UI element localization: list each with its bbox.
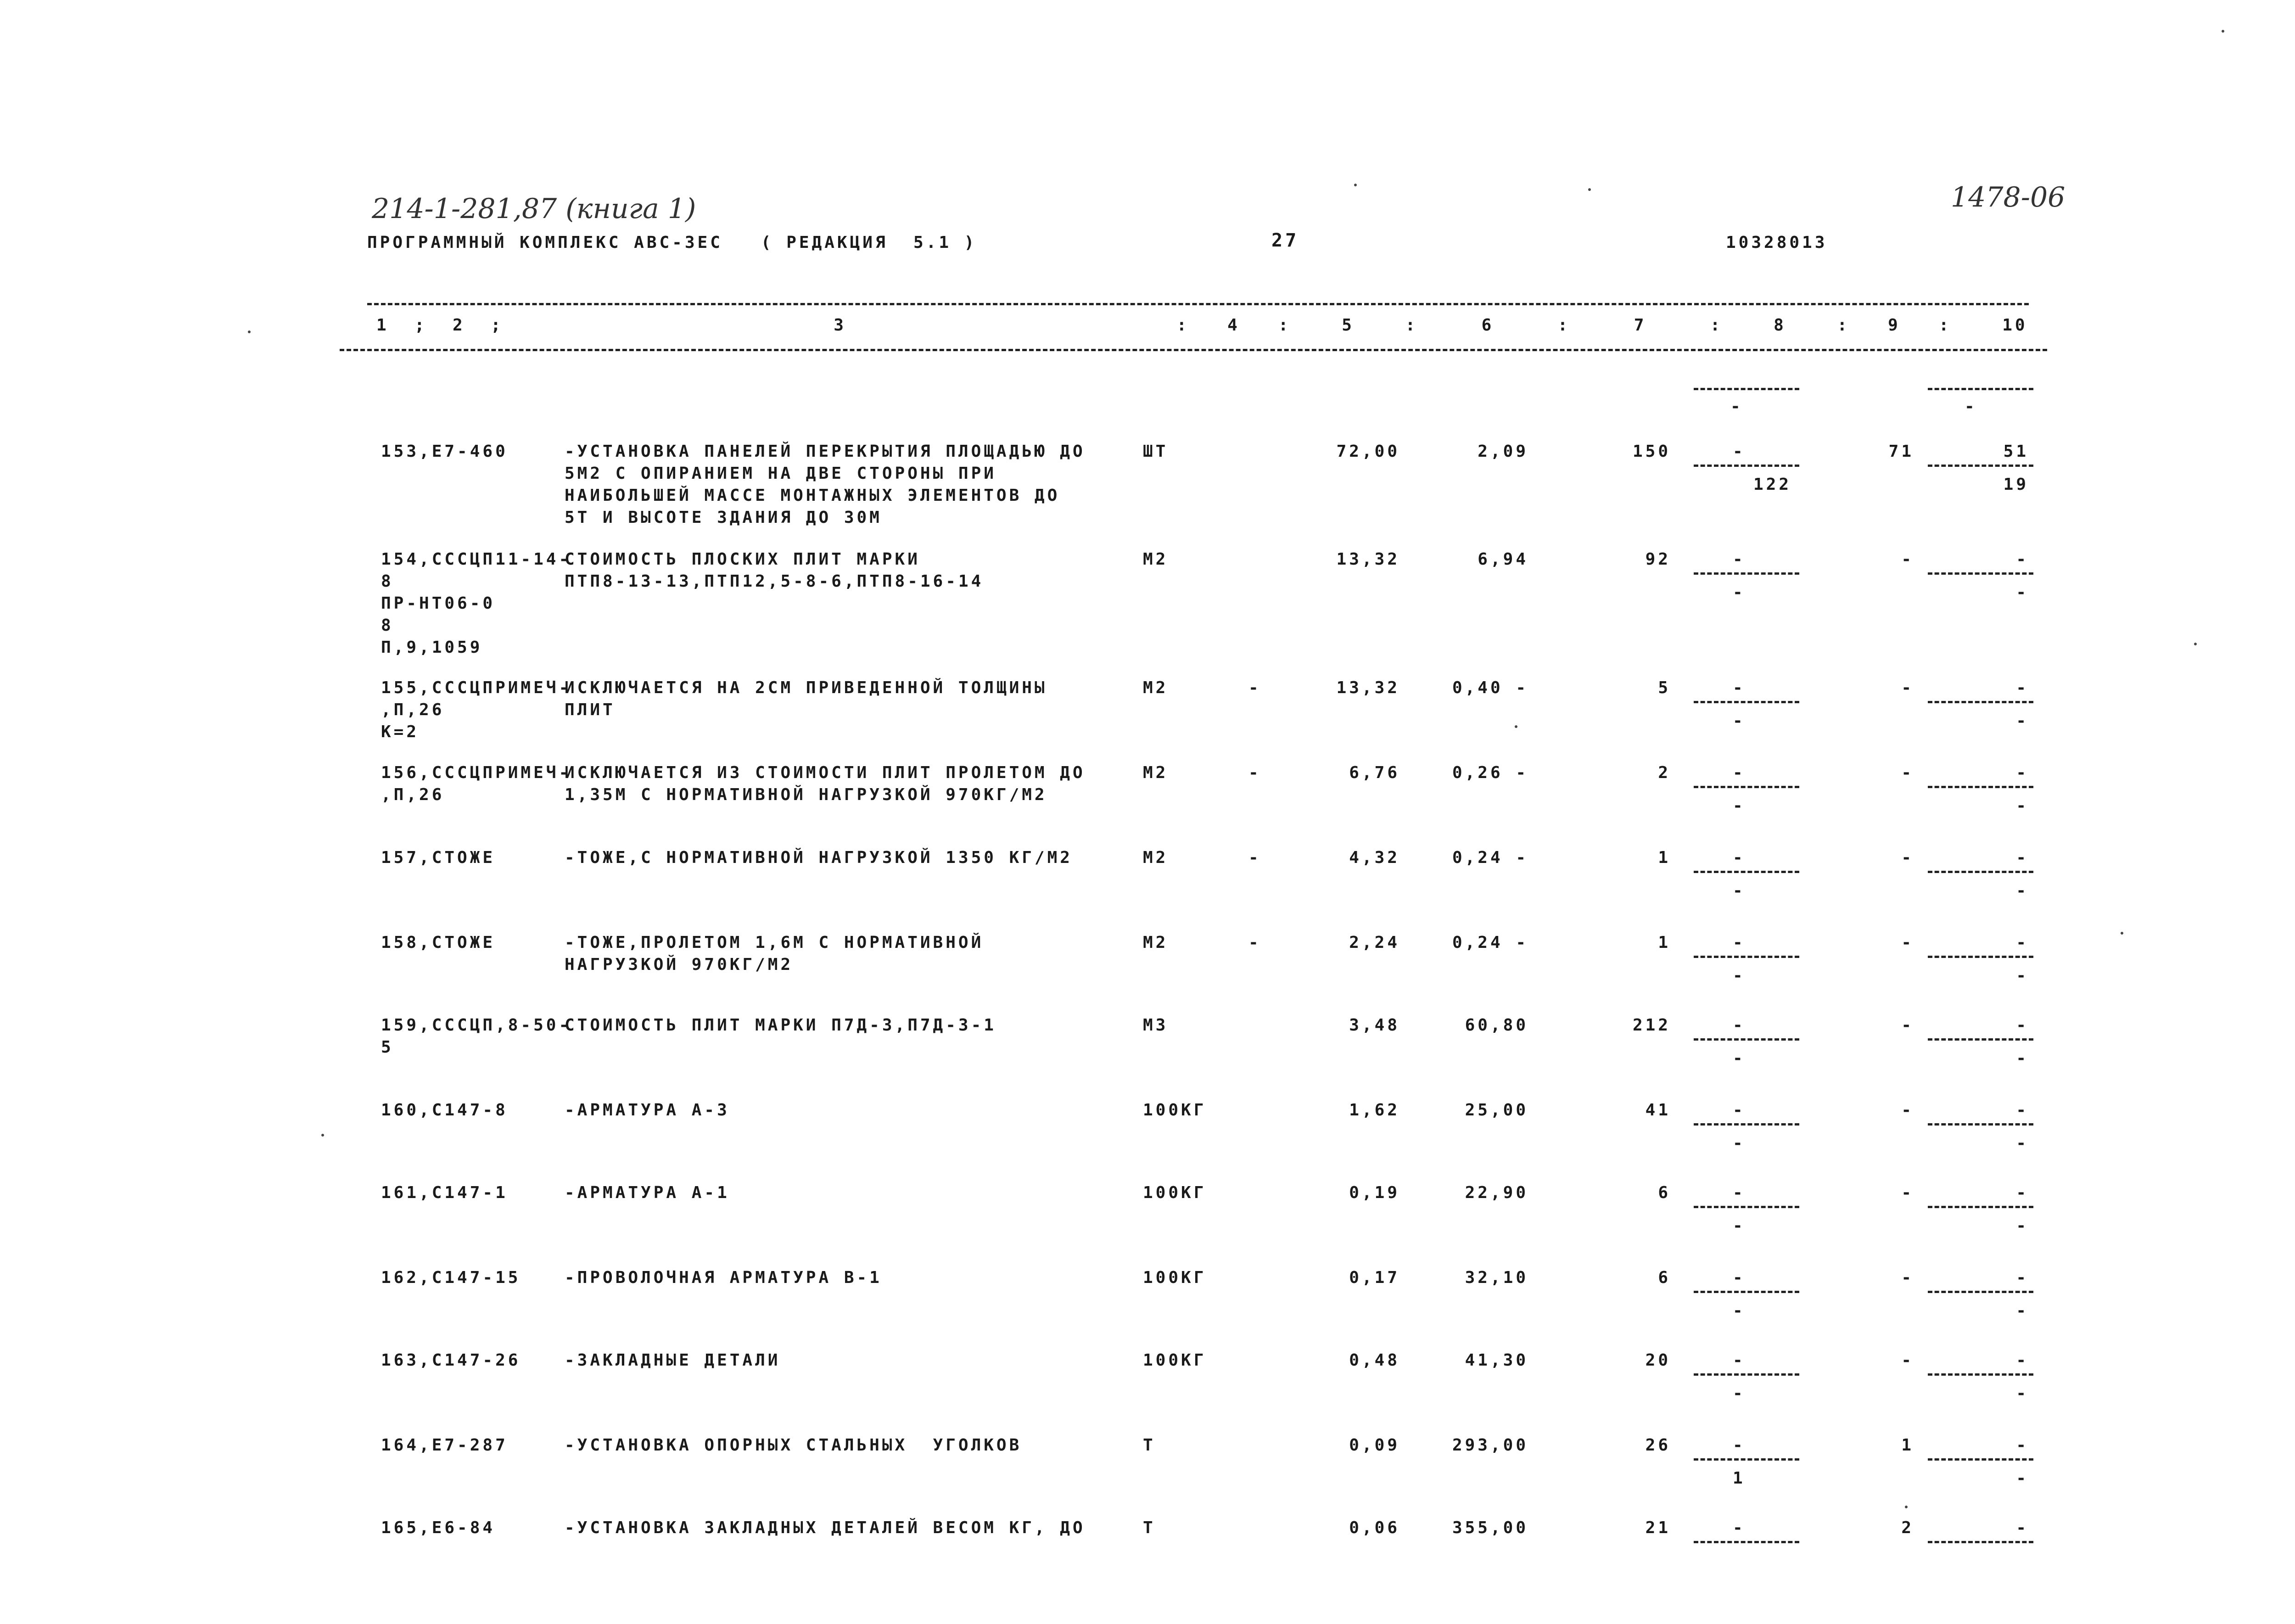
- row-col10-bottom: -: [2016, 1301, 2029, 1320]
- row-col10-top: 51: [2003, 442, 2029, 461]
- row-col10-top: -: [2016, 1101, 2029, 1120]
- row-unit: М3: [1143, 1016, 1169, 1035]
- row-code: 162,С147-15: [381, 1268, 521, 1287]
- row-col10-bottom: 19: [2003, 475, 2029, 494]
- row-col10-top: -: [2016, 848, 2029, 867]
- row-col8-rule: [1694, 871, 1799, 873]
- row-col8-rule: [1694, 1206, 1799, 1208]
- row-col8-bottom: -: [1733, 1134, 1746, 1153]
- row-quantity: 4,32: [1349, 848, 1400, 867]
- row-col8-bottom: -: [1733, 1216, 1746, 1235]
- column-numbers: 1 ; 2 ; 3 : 4 : 5 : 6 : 7 : 8 : 9 : 10: [376, 316, 2028, 335]
- row-col10-rule: [1928, 1038, 2033, 1041]
- row-quantity: 0,48: [1349, 1351, 1400, 1370]
- row-total-cost: 150: [1632, 442, 1671, 461]
- row-col8-top: -: [1733, 1351, 1746, 1370]
- row-quantity: 3,48: [1349, 1016, 1400, 1035]
- row-col9: -: [1901, 1101, 1914, 1120]
- program-title: ПРОГРАММНЫЙ КОМПЛЕКС АВС-3ЕС ( РЕДАКЦИЯ 5.1 ): [367, 233, 977, 252]
- row-unit: 100КГ: [1143, 1351, 1207, 1370]
- row-col8-top: -: [1733, 1016, 1746, 1035]
- row-col8-top: -: [1733, 1268, 1746, 1287]
- row-code: 154,СССЦП11-14-: [381, 550, 572, 569]
- row-quantity: 1,62: [1349, 1101, 1400, 1120]
- row-col10-top: -: [2016, 550, 2029, 569]
- row-code: 158,СТОЖЕ: [381, 933, 496, 952]
- row-col8-top: -: [1733, 848, 1746, 867]
- row-description: СТОИМОСТЬ ПЛОСКИХ ПЛИТ МАРКИ: [565, 550, 920, 569]
- row-code: 156,СССЦПРИМЕЧ-: [381, 763, 572, 782]
- row-col9: -: [1901, 678, 1914, 697]
- row-description: 1,35М С НОРМАТИВНОЙ НАГРУЗКОЙ 970КГ/М2: [565, 785, 1047, 804]
- row-col10-rule: [1928, 572, 2033, 575]
- handwritten-reference: 214-1-281,87 (книга 1): [372, 193, 696, 225]
- document-number: 10328013: [1726, 233, 1828, 252]
- scan-speck: [1588, 188, 1591, 191]
- row-description: -УСТАНОВКА ЗАКЛАДНЫХ ДЕТАЛЕЙ ВЕСОМ КГ, ДО: [565, 1518, 1086, 1537]
- scan-speck: [2121, 932, 2123, 935]
- row-unit: М2: [1143, 763, 1169, 782]
- row-unit-price: 0,40 -: [1452, 678, 1528, 697]
- row-total-cost: 26: [1645, 1436, 1671, 1455]
- row-unit: 100КГ: [1143, 1183, 1207, 1202]
- row-col9: -: [1901, 1016, 1914, 1035]
- row-col10-rule: [1928, 465, 2033, 467]
- row-col9: 71: [1888, 442, 1914, 461]
- row-description: СТОИМОСТЬ ПЛИТ МАРКИ П7Д-3,П7Д-3-1: [565, 1016, 996, 1035]
- row-code: 157,СТОЖЕ: [381, 848, 496, 867]
- row-total-cost: 1: [1658, 848, 1671, 867]
- row-col8-rule: [1694, 1373, 1799, 1376]
- row-description: ПТП8-13-13,ПТП12,5-8-6,ПТП8-16-14: [565, 572, 984, 591]
- header-top-rule: [367, 303, 2029, 305]
- row-quantity: 13,32: [1336, 550, 1400, 569]
- top-block-rule-8: [1694, 388, 1799, 390]
- row-code: П,9,1059: [381, 638, 483, 657]
- row-code: 161,С147-1: [381, 1183, 508, 1202]
- row-quantity: 2,24: [1349, 933, 1400, 952]
- row-mark: -: [1248, 678, 1261, 697]
- row-description: -АРМАТУРА А-1: [565, 1183, 730, 1202]
- row-col8-bottom: -: [1733, 796, 1746, 815]
- row-col8-top: -: [1733, 1101, 1746, 1120]
- row-unit-price: 0,24 -: [1452, 848, 1528, 867]
- row-unit-price: 2,09: [1478, 442, 1528, 461]
- row-code: 163,С147-26: [381, 1351, 521, 1370]
- row-mark: -: [1248, 933, 1261, 952]
- row-col10-rule: [1928, 956, 2033, 958]
- row-col9: 1: [1901, 1436, 1914, 1455]
- row-code: ,П,26: [381, 785, 445, 804]
- row-col10-bottom: -: [2016, 1049, 2029, 1068]
- row-col10-rule: [1928, 1458, 2033, 1461]
- row-col9: -: [1901, 1268, 1914, 1287]
- row-unit: 100КГ: [1143, 1101, 1207, 1120]
- row-col8-top: -: [1733, 933, 1746, 952]
- row-col8-top: -: [1733, 1183, 1746, 1202]
- row-col8-rule: [1694, 1123, 1799, 1126]
- row-col8-rule: [1694, 786, 1799, 788]
- row-total-cost: 6: [1658, 1268, 1671, 1287]
- row-code: 5: [381, 1038, 394, 1057]
- scan-speck: [1905, 1506, 1908, 1508]
- row-description: -ТОЖЕ,ПРОЛЕТОМ 1,6М С НОРМАТИВНОЙ: [565, 933, 984, 952]
- row-col10-bottom: -: [2016, 796, 2029, 815]
- handwritten-archive-number: 1478-06: [1951, 181, 2066, 213]
- row-description: ИСКЛЮЧАЕТСЯ НА 2СМ ПРИВЕДЕННОЙ ТОЛЩИНЫ: [565, 678, 1047, 697]
- row-code: 153,Е7-460: [381, 442, 508, 461]
- row-description: ИСКЛЮЧАЕТСЯ ИЗ СТОИМОСТИ ПЛИТ ПРОЛЕТОМ ДО: [565, 763, 1086, 782]
- row-description: НАГРУЗКОЙ 970КГ/М2: [565, 955, 794, 974]
- row-col10-rule: [1928, 1291, 2033, 1293]
- row-col10-top: -: [2016, 1351, 2029, 1370]
- row-unit-price: 0,26 -: [1452, 763, 1528, 782]
- row-code: 164,Е7-287: [381, 1436, 508, 1455]
- row-total-cost: 6: [1658, 1183, 1671, 1202]
- row-unit: М2: [1143, 848, 1169, 867]
- row-code: 8: [381, 616, 394, 635]
- row-description: ПЛИТ: [565, 700, 616, 719]
- row-col8-bottom: -: [1733, 1049, 1746, 1068]
- row-col10-rule: [1928, 701, 2033, 703]
- row-col8-rule: [1694, 701, 1799, 703]
- row-unit: М2: [1143, 933, 1169, 952]
- row-unit: М2: [1143, 678, 1169, 697]
- row-col10-bottom: -: [2016, 711, 2029, 730]
- row-col9: -: [1901, 1351, 1914, 1370]
- row-col8-rule: [1694, 1038, 1799, 1041]
- row-unit: ШТ: [1143, 442, 1169, 461]
- row-col8-bottom: 1: [1733, 1469, 1746, 1488]
- row-total-cost: 2: [1658, 763, 1671, 782]
- row-unit-price: 22,90: [1465, 1183, 1528, 1202]
- row-col10-bottom: -: [2016, 1134, 2029, 1153]
- row-col10-rule: [1928, 1123, 2033, 1126]
- row-col10-top: -: [2016, 1436, 2029, 1455]
- row-col8-rule: [1694, 572, 1799, 575]
- row-col8-bottom: -: [1733, 1384, 1746, 1403]
- row-col8-bottom: -: [1733, 966, 1746, 985]
- row-code: 155,СССЦПРИМЕЧ-: [381, 678, 572, 697]
- row-quantity: 0,06: [1349, 1518, 1400, 1537]
- row-col10-top: -: [2016, 1268, 2029, 1287]
- row-col10-rule: [1928, 1373, 2033, 1376]
- row-col9: -: [1901, 550, 1914, 569]
- row-unit: М2: [1143, 550, 1169, 569]
- scan-speck: [248, 330, 251, 333]
- row-col9: -: [1901, 763, 1914, 782]
- row-description: 5М2 С ОПИРАНИЕМ НА ДВЕ СТОРОНЫ ПРИ: [565, 464, 996, 483]
- row-col9: -: [1901, 933, 1914, 952]
- row-code: 165,Е6-84: [381, 1518, 496, 1537]
- row-quantity: 0,17: [1349, 1268, 1400, 1287]
- row-code: ПР-НТ06-0: [381, 594, 496, 613]
- row-total-cost: 1: [1658, 933, 1671, 952]
- row-unit-price: 355,00: [1452, 1518, 1528, 1537]
- row-col9: -: [1901, 848, 1914, 867]
- row-col10-top: -: [2016, 1518, 2029, 1537]
- row-col8-top: -: [1733, 678, 1746, 697]
- row-unit-price: 41,30: [1465, 1351, 1528, 1370]
- row-mark: -: [1248, 848, 1261, 867]
- row-col8-top: -: [1733, 763, 1746, 782]
- row-code: К=2: [381, 722, 420, 741]
- row-col10-top: -: [2016, 1183, 2029, 1202]
- row-col8-top: -: [1733, 1518, 1746, 1537]
- row-code: 8: [381, 572, 394, 591]
- row-quantity: 0,09: [1349, 1436, 1400, 1455]
- row-unit: Т: [1143, 1518, 1156, 1537]
- scan-speck: [1354, 184, 1357, 186]
- row-col8-rule: [1694, 1541, 1799, 1543]
- row-col8-rule: [1694, 465, 1799, 467]
- row-col10-bottom: -: [2016, 881, 2029, 900]
- row-col8-bottom: -: [1733, 583, 1746, 602]
- row-col10-bottom: -: [2016, 1216, 2029, 1235]
- scan-speck: [2222, 30, 2224, 33]
- row-unit-price: 0,24 -: [1452, 933, 1528, 952]
- row-col8-rule: [1694, 1291, 1799, 1293]
- row-total-cost: 92: [1645, 550, 1671, 569]
- row-code: ,П,26: [381, 700, 445, 719]
- row-col10-top: -: [2016, 1016, 2029, 1035]
- row-col10-bottom: -: [2016, 1384, 2029, 1403]
- row-total-cost: 41: [1645, 1101, 1671, 1120]
- row-code: 159,СССЦП,8-50-: [381, 1016, 572, 1035]
- scan-speck: [1515, 725, 1517, 728]
- row-unit: 100КГ: [1143, 1268, 1207, 1287]
- row-col10-bottom: -: [2016, 583, 2029, 602]
- row-description: -УСТАНОВКА ПАНЕЛЕЙ ПЕРЕКРЫТИЯ ПЛОЩАДЬЮ ДО: [565, 442, 1086, 461]
- top-block-dash-10: -: [1965, 397, 1977, 416]
- page-number: 27: [1271, 230, 1299, 251]
- row-code: 160,С147-8: [381, 1101, 508, 1120]
- row-unit: Т: [1143, 1436, 1156, 1455]
- row-quantity: 6,76: [1349, 763, 1400, 782]
- scan-speck: [2194, 643, 2197, 645]
- row-unit-price: 293,00: [1452, 1436, 1528, 1455]
- row-total-cost: 20: [1645, 1351, 1671, 1370]
- row-mark: -: [1248, 763, 1261, 782]
- row-col10-bottom: -: [2016, 1469, 2029, 1488]
- row-col8-bottom: -: [1733, 881, 1746, 900]
- row-quantity: 72,00: [1336, 442, 1400, 461]
- row-col10-bottom: -: [2016, 966, 2029, 985]
- row-col10-top: -: [2016, 933, 2029, 952]
- row-unit-price: 60,80: [1465, 1016, 1528, 1035]
- row-description: -ПРОВОЛОЧНАЯ АРМАТУРА В-1: [565, 1268, 882, 1287]
- row-col8-top: -: [1733, 442, 1746, 461]
- row-description: НАИБОЛЬШЕЙ МАССЕ МОНТАЖНЫХ ЭЛЕМЕНТОВ ДО: [565, 486, 1060, 505]
- row-description: -ТОЖЕ,С НОРМАТИВНОЙ НАГРУЗКОЙ 1350 КГ/М2: [565, 848, 1073, 867]
- row-col8-bottom: -: [1733, 1301, 1746, 1320]
- row-quantity: 0,19: [1349, 1183, 1400, 1202]
- row-col10-rule: [1928, 871, 2033, 873]
- row-total-cost: 212: [1632, 1016, 1671, 1035]
- header-bottom-rule: [340, 349, 2047, 351]
- row-description: -АРМАТУРА А-3: [565, 1101, 730, 1120]
- row-col8-bottom: 122: [1753, 475, 1792, 494]
- top-block-rule-10: [1928, 388, 2033, 390]
- row-col8-rule: [1694, 1458, 1799, 1461]
- row-col8-bottom: -: [1733, 711, 1746, 730]
- row-unit-price: 32,10: [1465, 1268, 1528, 1287]
- row-col9: 2: [1901, 1518, 1914, 1537]
- row-unit-price: 25,00: [1465, 1101, 1528, 1120]
- row-col8-top: -: [1733, 1436, 1746, 1455]
- row-description: -УСТАНОВКА ОПОРНЫХ СТАЛЬНЫХ УГОЛКОВ: [565, 1436, 1022, 1455]
- row-description: 5Т И ВЫСОТЕ ЗДАНИЯ ДО 30М: [565, 508, 882, 527]
- row-total-cost: 5: [1658, 678, 1671, 697]
- top-block-dash-8: -: [1730, 397, 1743, 416]
- row-col10-top: -: [2016, 763, 2029, 782]
- row-col8-rule: [1694, 956, 1799, 958]
- row-col10-rule: [1928, 786, 2033, 788]
- row-col8-top: -: [1733, 550, 1746, 569]
- row-quantity: 13,32: [1336, 678, 1400, 697]
- row-col9: -: [1901, 1183, 1914, 1202]
- scan-speck: [321, 1134, 324, 1137]
- row-col10-rule: [1928, 1206, 2033, 1208]
- row-description: -ЗАКЛАДНЫЕ ДЕТАЛИ: [565, 1351, 781, 1370]
- row-total-cost: 21: [1645, 1518, 1671, 1537]
- row-col10-rule: [1928, 1541, 2033, 1543]
- row-col10-top: -: [2016, 678, 2029, 697]
- row-unit-price: 6,94: [1478, 550, 1528, 569]
